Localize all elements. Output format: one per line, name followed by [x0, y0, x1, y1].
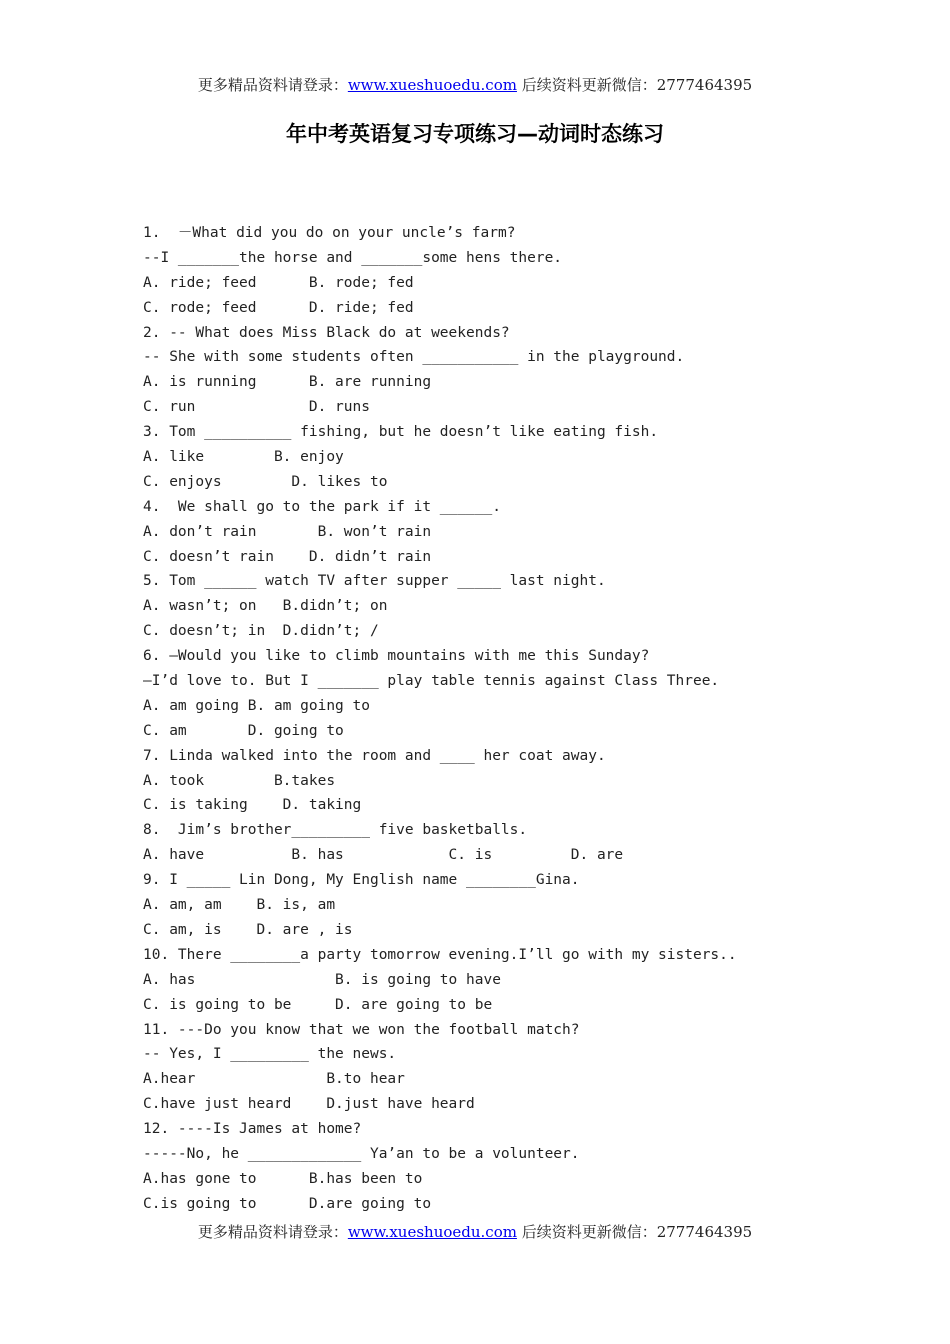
exercise-line: C. am, is D. are , is — [143, 921, 353, 938]
header-banner — [0, 74, 950, 95]
exercise-line: 7. Linda walked into the room and ____ her coat away. — [143, 747, 606, 764]
exercise-line: 6. —Would you like to climb mountains with me this Sunday? — [143, 648, 650, 665]
exercise-line: C.have just heard D.just have heard — [143, 1096, 475, 1113]
header-suffix: 后续资料更新微信：2777464395 — [516, 76, 753, 94]
footer-website-link[interactable]: www.xueshuoedu.com — [347, 1223, 517, 1241]
exercise-line: —I’d love to. But I _______ play table tennis against Class Three. — [143, 673, 720, 690]
page-title: 年中考英语复习专项练习—动词时态练习 — [286, 122, 664, 146]
header-website-link[interactable]: www.xueshuoedu.com — [347, 76, 517, 94]
exercise-line: A. don’t rain B. won’t rain — [143, 523, 432, 540]
header-prefix: 更多精品资料请登录： — [197, 76, 348, 94]
exercise-line: C. rode; feed D. ride; fed — [143, 299, 414, 316]
exercise-line: A. am, am B. is, am — [143, 897, 336, 914]
exercise-line: --I _______the horse and _______some hens there. — [143, 249, 563, 266]
exercise-line: A.hear B.to hear — [143, 1071, 405, 1088]
exercise-line: A. ride; feed B. rode; fed — [143, 274, 414, 291]
exercise-line: 1. －What did you do on your uncle’s farm? — [143, 225, 516, 241]
exercise-line: C. is taking D. taking — [143, 797, 362, 814]
footer-prefix: 更多精品资料请登录： — [197, 1223, 348, 1241]
exercise-line: 3. Tom __________ fishing, but he doesn’t like eating fish. — [143, 424, 659, 441]
exercise-line: A. am going B. am going to — [143, 697, 370, 714]
exercise-line: C. doesn’t rain D. didn’t rain — [143, 548, 432, 565]
exercise-line: A. has B. is going to have — [143, 971, 501, 988]
exercise-line: A. wasn’t; on B.didn’t; on — [143, 598, 388, 615]
exercise-line: 4. We shall go to the park if it ______. — [143, 498, 501, 515]
exercise-line: A.has gone to B.has been to — [143, 1170, 423, 1187]
footer-banner — [0, 1221, 950, 1242]
exercise-line: 5. Tom ______ watch TV after supper _____ last night. — [143, 573, 606, 590]
exercise-line: -- Yes, I _________ the news. — [143, 1046, 397, 1063]
exercise-line: C. enjoys D. likes to — [143, 473, 388, 490]
exercise-line: C. is going to be D. are going to be — [143, 996, 493, 1013]
exercise-line: 9. I _____ Lin Dong, My English name ________Gina. — [143, 872, 580, 889]
exercise-line: C. doesn’t; in D.didn’t; / — [143, 623, 379, 640]
exercise-line: -----No, he _____________ Ya’an to be a volunteer. — [143, 1145, 580, 1162]
exercise-line: -- She with some students often ___________ in the playground. — [143, 349, 685, 366]
exercise-line: 10. There ________a party tomorrow evening.I’ll go with my sisters.. — [143, 946, 737, 963]
exercise-line: C. am D. going to — [143, 722, 344, 739]
exercise-line: 2. -- What does Miss Black do at weekends? — [143, 324, 510, 341]
exercise-line: 11. ---Do you know that we won the football match? — [143, 1021, 580, 1038]
exercise-line: A. took B.takes — [143, 772, 336, 789]
exercise-body — [143, 221, 843, 1217]
exercise-line: 8. Jim’s brother_________ five basketballs. — [143, 822, 528, 839]
footer-suffix: 后续资料更新微信：2777464395 — [516, 1223, 753, 1241]
exercise-line: A. is running B. are running — [143, 374, 432, 391]
exercise-line: C.is going to D.are going to — [143, 1195, 432, 1212]
exercise-line: 12. ----Is James at home? — [143, 1121, 362, 1138]
exercise-line: A. have B. has C. is D. are — [143, 847, 624, 864]
exercise-line: C. run D. runs — [143, 399, 370, 416]
exercise-line: A. like B. enjoy — [143, 449, 344, 466]
